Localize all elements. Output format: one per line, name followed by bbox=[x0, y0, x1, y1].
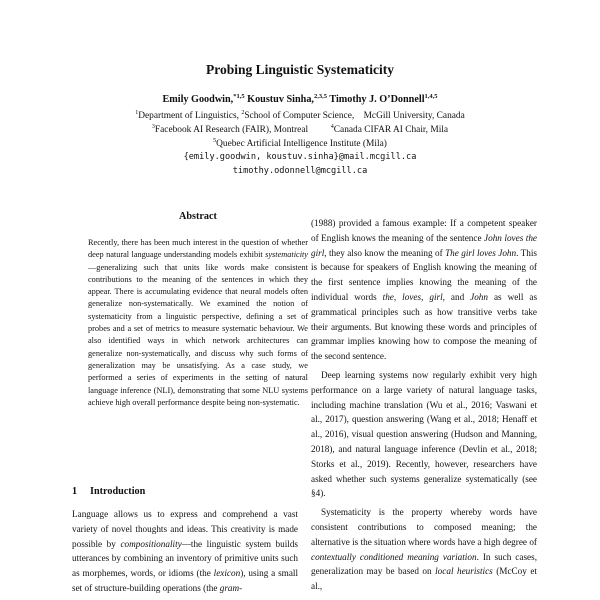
example-sentence: John loves the girl bbox=[311, 232, 537, 258]
affiliation: Canada CIFAR AI Chair, Mila bbox=[333, 125, 449, 135]
example-word: the bbox=[382, 291, 394, 302]
paragraph bbox=[311, 505, 537, 594]
example-sentence: The girl loves John bbox=[445, 247, 517, 258]
author-affil-marks: 1,4,5 bbox=[424, 93, 438, 100]
author-list bbox=[0, 93, 600, 105]
affiliation: School of Computer Science, McGill University, Canada bbox=[244, 111, 465, 121]
paper-title: Probing Linguistic Systematicity bbox=[205, 62, 394, 77]
affil-mark: 1 bbox=[135, 110, 139, 116]
body-text: , bbox=[393, 291, 403, 302]
section-title: Introduction bbox=[90, 486, 146, 497]
term-local-heuristics: local heuristics bbox=[435, 566, 493, 577]
right-column bbox=[311, 216, 537, 594]
section-number: 1 bbox=[72, 486, 78, 497]
body-text: (1988) provided a famous example: If a competent speaker of English knows the meaning of the sentence bbox=[311, 218, 537, 243]
affiliation: Facebook AI Research (FAIR), Montreal bbox=[154, 125, 309, 135]
abstract-text-part: —generalizing such that units like words make consistent contributions to the meaning of the sentences in which they appear. There is accumulating evidence that neural models often generalize non-systematically. We examined the notion of systematicity from a linguistic perspective, defining a set of probes and a set of metrics to measure systematic behaviour. We also identified ways in which network architectures can generalize non-systematically, and discuss why such forms of generalization may be unsatisfying. As a case study, we performed a series of experiments in the setting of natural language inference (NLI), demonstrating that some NLU systems achieve high overall performance despite being non-systematic. bbox=[88, 262, 308, 407]
author-name: Timothy J. O’Donnell bbox=[329, 94, 425, 105]
abstract-text-part: Recently, there has been much interest in the question of whether deep natural language understanding models exhibit bbox=[88, 238, 308, 260]
example-word: loves bbox=[402, 291, 422, 302]
body-text: as well as grammatical principles such as how transitive verbs take their arguments. But knowing these words and principles of grammar implies knowing how to compose the meaning of the second sentence. bbox=[311, 291, 538, 362]
abstract-text bbox=[88, 237, 308, 409]
abstract-heading: Abstract bbox=[179, 211, 217, 222]
affiliation: Department of Linguistics, bbox=[138, 111, 239, 121]
term-compositionality: compositionality bbox=[120, 538, 182, 549]
paragraph: Deep learning systems now regularly exhibit very high performance on a large variety of natural language tasks, including machine translation (Wu et al., 2016; Vaswani et al., 2017), question answering (Wang et al., 2018; Henaff et al., 2016), visual question answering (Hudson and Manning, 2018), and natural language inference (Devlin et al., 2018; Storks et al., 2019). Recently, however, researchers have asked whether such systems generalize systematically (see §4). bbox=[311, 369, 537, 499]
body-text: —the linguistic system builds utterances by combining an inventory of primitive units such as morphemes, words, or idioms (the bbox=[72, 538, 299, 579]
body-text: , bbox=[421, 291, 430, 302]
body-text: ), using a small set of structure-building operations (the bbox=[72, 568, 298, 593]
body-text: Systematicity is the property whereby words have consistent contributions to composed meaning; the alternative is the situation where words have a high degree of bbox=[311, 507, 537, 547]
body-text: . This is because for speakers of English knowing the meaning of the first sentence implies knowing the meaning of the individual words bbox=[311, 247, 537, 302]
example-word: girl bbox=[429, 291, 443, 302]
email-line: timothy.odonnell@mcgill.ca bbox=[232, 166, 368, 176]
author-affil-marks: 2,3,5 bbox=[313, 93, 327, 100]
body-text: Language allows us to express and comprehend a vast variety of novel thoughts and ideas. This creativity is made possible by bbox=[72, 509, 298, 549]
author-name: Emily Goodwin, bbox=[162, 94, 234, 105]
author-affil-marks: *1,5 bbox=[233, 93, 245, 100]
email-line: {emily.goodwin, koustuv.sinha}@mail.mcgill.ca bbox=[183, 152, 417, 162]
affiliation: Quebec Artificial Intelligence Institute (Mila) bbox=[216, 139, 387, 149]
author-name: Koustuv Sinha, bbox=[247, 94, 314, 105]
paragraph bbox=[311, 216, 537, 364]
example-word: John bbox=[470, 291, 488, 302]
term-lexicon: lexicon bbox=[213, 568, 241, 579]
term-gram: gram- bbox=[219, 582, 243, 593]
body-text: (McCoy et al., bbox=[311, 566, 537, 592]
intro-paragraph bbox=[72, 507, 298, 596]
body-text: , they also know the meaning of bbox=[324, 247, 446, 258]
body-text: . In such cases, generalization may be based on bbox=[311, 551, 537, 577]
affil-mark: 4 bbox=[330, 124, 334, 130]
affil-mark: 3 bbox=[151, 124, 155, 130]
section-heading bbox=[72, 486, 145, 497]
affiliation-line-3 bbox=[0, 135, 600, 151]
affil-mark: 2 bbox=[241, 110, 245, 116]
affil-mark: 5 bbox=[213, 138, 217, 144]
term-systematicity: systematicity bbox=[265, 250, 308, 260]
term-ccmv: contextually conditioned meaning variation bbox=[311, 551, 477, 562]
body-text: , and bbox=[442, 291, 471, 302]
